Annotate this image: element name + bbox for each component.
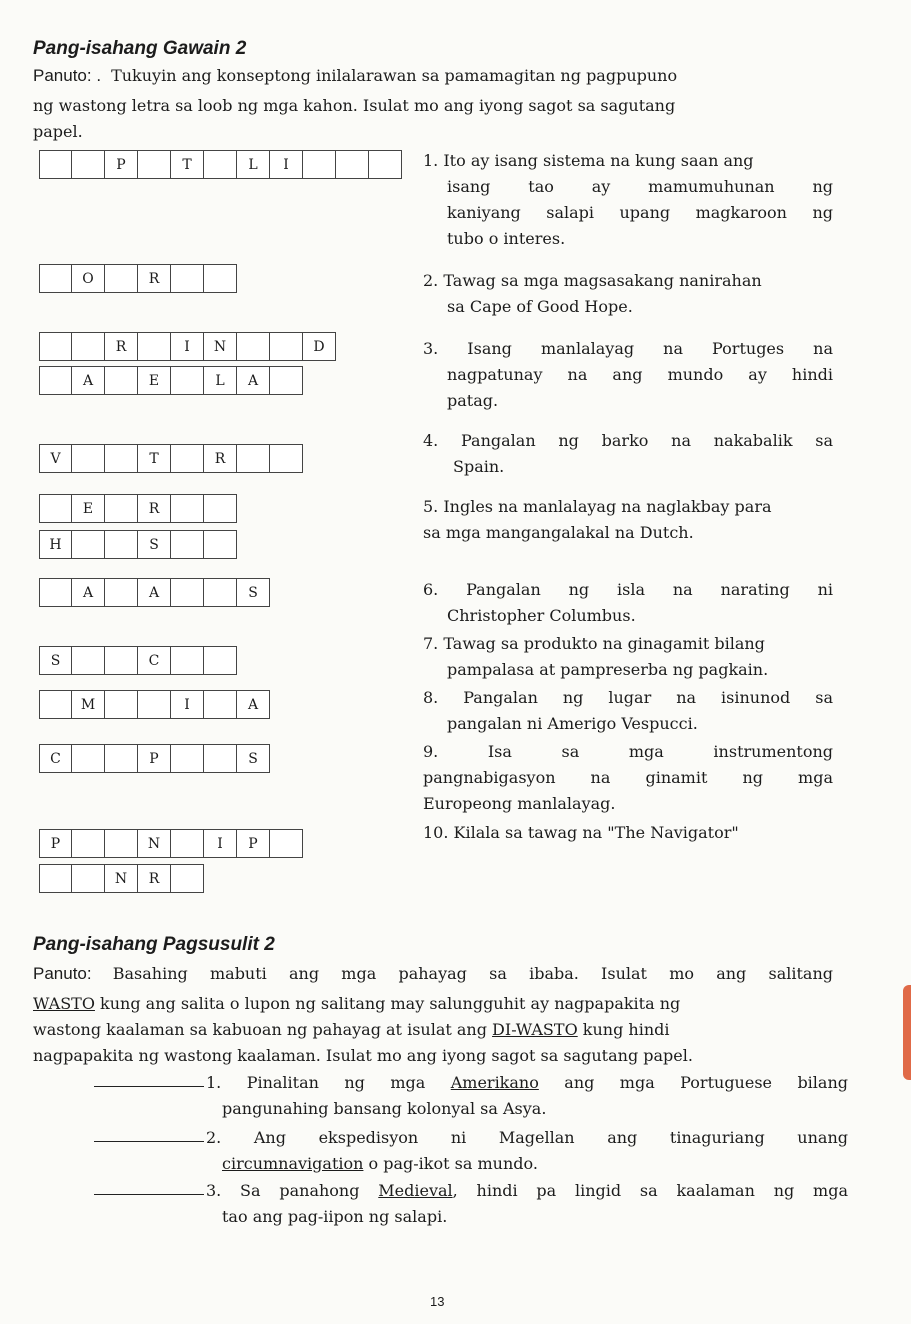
- letter-box[interactable]: E: [138, 366, 171, 395]
- letter-box[interactable]: [105, 494, 138, 523]
- instruction-line-2: ng wastong letra sa loob ng mga kahon. Isulat mo ang iyong sagot sa sagutang: [33, 96, 676, 115]
- question-7: 7. Tawag sa produkto na ginagamit bilang pampalasa at pampreserba ng pagkain.: [423, 634, 769, 679]
- letter-box[interactable]: [72, 829, 105, 858]
- letter-grid-4[interactable]: [39, 444, 303, 473]
- letter-box[interactable]: P: [39, 829, 72, 858]
- letter-box[interactable]: [138, 332, 171, 361]
- letter-box[interactable]: [171, 366, 204, 395]
- letter-box[interactable]: [72, 444, 105, 473]
- letter-box[interactable]: V: [39, 444, 72, 473]
- quiz-instruction-label: Panuto:: [33, 964, 92, 983]
- letter-box[interactable]: P: [105, 150, 138, 179]
- letter-box[interactable]: I: [171, 690, 204, 719]
- question-3: 3. Isang manlalayag na Portuges na nagpatunay na ang mundo ay hindi patag.: [423, 339, 833, 410]
- letter-box[interactable]: [105, 366, 138, 395]
- letter-box[interactable]: [369, 150, 402, 179]
- question-8: 8. Pangalan ng lugar na isinunod sa pangalan ni Amerigo Vespucci.: [423, 688, 833, 733]
- letter-box[interactable]: R: [105, 332, 138, 361]
- letter-box[interactable]: S: [237, 578, 270, 607]
- letter-box[interactable]: [39, 578, 72, 607]
- letter-box[interactable]: M: [72, 690, 105, 719]
- quiz-instruction-line-3: wastong kaalaman sa kabuoan ng pahayag at isulat ang DI-WASTO kung hindi: [33, 1020, 670, 1039]
- letter-box[interactable]: R: [138, 264, 171, 293]
- letter-box[interactable]: N: [138, 829, 171, 858]
- letter-box[interactable]: [204, 150, 237, 179]
- letter-box[interactable]: [204, 530, 237, 559]
- letter-box[interactable]: [39, 264, 72, 293]
- letter-box[interactable]: I: [204, 829, 237, 858]
- letter-box[interactable]: C: [138, 646, 171, 675]
- letter-box[interactable]: [39, 690, 72, 719]
- letter-box[interactable]: [204, 578, 237, 607]
- letter-box[interactable]: [105, 578, 138, 607]
- letter-box[interactable]: [105, 530, 138, 559]
- letter-box[interactable]: L: [237, 150, 270, 179]
- letter-box[interactable]: A: [237, 366, 270, 395]
- instruction-line-3: papel.: [33, 122, 83, 141]
- letter-box[interactable]: [39, 150, 72, 179]
- letter-box[interactable]: C: [39, 744, 72, 773]
- letter-box[interactable]: [39, 494, 72, 523]
- letter-box[interactable]: T: [171, 150, 204, 179]
- letter-grid-10a[interactable]: [39, 829, 303, 858]
- quiz-title: Pang-isahang Pagsusulit 2: [33, 934, 275, 955]
- letter-box[interactable]: A: [138, 578, 171, 607]
- question-5: 5. Ingles na manlalayag na naglakbay para sa mga mangangalakal na Dutch.: [423, 497, 772, 542]
- letter-box[interactable]: O: [72, 264, 105, 293]
- letter-grid-8[interactable]: [39, 690, 270, 719]
- letter-box[interactable]: N: [204, 332, 237, 361]
- letter-box[interactable]: [105, 646, 138, 675]
- letter-box[interactable]: [105, 744, 138, 773]
- instruction-label: Panuto: .: [33, 66, 102, 85]
- letter-box[interactable]: L: [204, 366, 237, 395]
- instruction-line-1: Panuto: . Tukuyin ang konseptong inilalarawan sa pamamagitan ng pagpupuno: [33, 66, 678, 85]
- letter-box[interactable]: R: [204, 444, 237, 473]
- letter-box[interactable]: [72, 150, 105, 179]
- letter-box[interactable]: A: [72, 366, 105, 395]
- question-2: 2. Tawag sa mga magsasakang nanirahan sa Cape of Good Hope.: [423, 271, 762, 316]
- letter-box[interactable]: [72, 864, 105, 893]
- letter-grid-7[interactable]: [39, 646, 237, 675]
- letter-grid-5a[interactable]: [39, 494, 237, 523]
- letter-box[interactable]: [171, 494, 204, 523]
- letter-box[interactable]: [72, 332, 105, 361]
- letter-box[interactable]: [336, 150, 369, 179]
- letter-box[interactable]: [105, 690, 138, 719]
- letter-box[interactable]: N: [105, 864, 138, 893]
- letter-box[interactable]: [72, 646, 105, 675]
- letter-box[interactable]: [72, 744, 105, 773]
- letter-box[interactable]: [237, 332, 270, 361]
- letter-box[interactable]: [204, 690, 237, 719]
- letter-box[interactable]: [39, 332, 72, 361]
- letter-box[interactable]: S: [39, 646, 72, 675]
- letter-box[interactable]: S: [138, 530, 171, 559]
- letter-box[interactable]: [171, 646, 204, 675]
- question-9: 9. Isa sa mga instrumentong pangnabigasyon na ginamit ng mga Europeong manlalayag.: [423, 742, 833, 813]
- letter-box[interactable]: D: [303, 332, 336, 361]
- letter-box[interactable]: [237, 444, 270, 473]
- letter-box[interactable]: [171, 530, 204, 559]
- letter-box[interactable]: S: [237, 744, 270, 773]
- letter-box[interactable]: [270, 332, 303, 361]
- letter-box[interactable]: [39, 366, 72, 395]
- letter-box[interactable]: [105, 444, 138, 473]
- letter-box[interactable]: [171, 864, 204, 893]
- question-1: 1. Ito ay isang sistema na kung saan ang isang tao ay mamumuhunan ng kaniyang salapi upang magkaroon ng tubo o interes.: [423, 151, 833, 248]
- letter-box[interactable]: [171, 744, 204, 773]
- quiz-instruction-line-4: nagpapakita ng wastong kaalaman. Isulat mo ang iyong sagot sa sagutang papel.: [33, 1046, 693, 1065]
- question-10: 10. Kilala sa tawag na "The Navigator": [423, 823, 739, 842]
- answer-blank-3[interactable]: [94, 1178, 204, 1195]
- letter-box[interactable]: [270, 366, 303, 395]
- letter-box[interactable]: T: [138, 444, 171, 473]
- letter-box[interactable]: I: [171, 332, 204, 361]
- letter-box[interactable]: [138, 690, 171, 719]
- letter-box[interactable]: [39, 864, 72, 893]
- letter-box[interactable]: [171, 578, 204, 607]
- letter-box[interactable]: P: [237, 829, 270, 858]
- letter-box[interactable]: [105, 264, 138, 293]
- letter-grid-9[interactable]: [39, 744, 270, 773]
- letter-box[interactable]: P: [138, 744, 171, 773]
- letter-box[interactable]: [171, 829, 204, 858]
- letter-box[interactable]: H: [39, 530, 72, 559]
- answer-blank-2[interactable]: [94, 1125, 204, 1142]
- letter-box[interactable]: I: [270, 150, 303, 179]
- letter-box[interactable]: [105, 829, 138, 858]
- letter-grid-1[interactable]: [39, 150, 402, 179]
- letter-grid-5b[interactable]: [39, 530, 237, 559]
- letter-box[interactable]: [270, 444, 303, 473]
- letter-box[interactable]: [72, 530, 105, 559]
- letter-grid-3a[interactable]: [39, 332, 336, 361]
- page-number: 13: [430, 1294, 445, 1309]
- quiz-item-2: 2. Ang ekspedisyon ni Magellan ang tinaguriang unang circumnavigation o pag-ikot sa mundo.: [94, 1125, 848, 1177]
- quiz-item-3: 3. Sa panahong Medieval, hindi pa lingid sa kaalaman ng mga tao ang pag-iipon ng salapi.: [94, 1178, 848, 1230]
- letter-box[interactable]: [171, 444, 204, 473]
- question-6: 6. Pangalan ng isla na narating ni Christopher Columbus.: [423, 580, 833, 625]
- letter-box[interactable]: [204, 646, 237, 675]
- letter-grid-10b[interactable]: [39, 864, 204, 893]
- scroll-handle[interactable]: [903, 985, 911, 1080]
- letter-grid-6[interactable]: [39, 578, 270, 607]
- letter-box[interactable]: [138, 150, 171, 179]
- letter-box[interactable]: [204, 264, 237, 293]
- letter-box[interactable]: A: [72, 578, 105, 607]
- letter-box[interactable]: [303, 150, 336, 179]
- quiz-instruction-line-2: WASTO kung ang salita o lupon ng salitang may salungguhit ay nagpapakita ng: [33, 994, 681, 1013]
- letter-box[interactable]: [204, 494, 237, 523]
- letter-box[interactable]: [204, 744, 237, 773]
- letter-grid-3b[interactable]: [39, 366, 303, 395]
- letter-grid-2[interactable]: [39, 264, 237, 293]
- letter-box[interactable]: R: [138, 864, 171, 893]
- question-4: 4. Pangalan ng barko na nakabalik sa Spain.: [423, 431, 833, 476]
- letter-box[interactable]: R: [138, 494, 171, 523]
- letter-box[interactable]: [171, 264, 204, 293]
- letter-box[interactable]: E: [72, 494, 105, 523]
- letter-box[interactable]: [270, 829, 303, 858]
- quiz-instruction-line-1: Panuto: Basahing mabuti ang mga pahayag sa ibaba. Isulat mo ang salitang: [33, 964, 834, 983]
- answer-blank-1[interactable]: [94, 1070, 204, 1087]
- activity-title: Pang-isahang Gawain 2: [33, 38, 247, 59]
- quiz-item-1: 1. Pinalitan ng mga Amerikano ang mga Portuguese bilang pangunahing bansang kolonyal sa Asya.: [94, 1070, 848, 1122]
- letter-box[interactable]: A: [237, 690, 270, 719]
